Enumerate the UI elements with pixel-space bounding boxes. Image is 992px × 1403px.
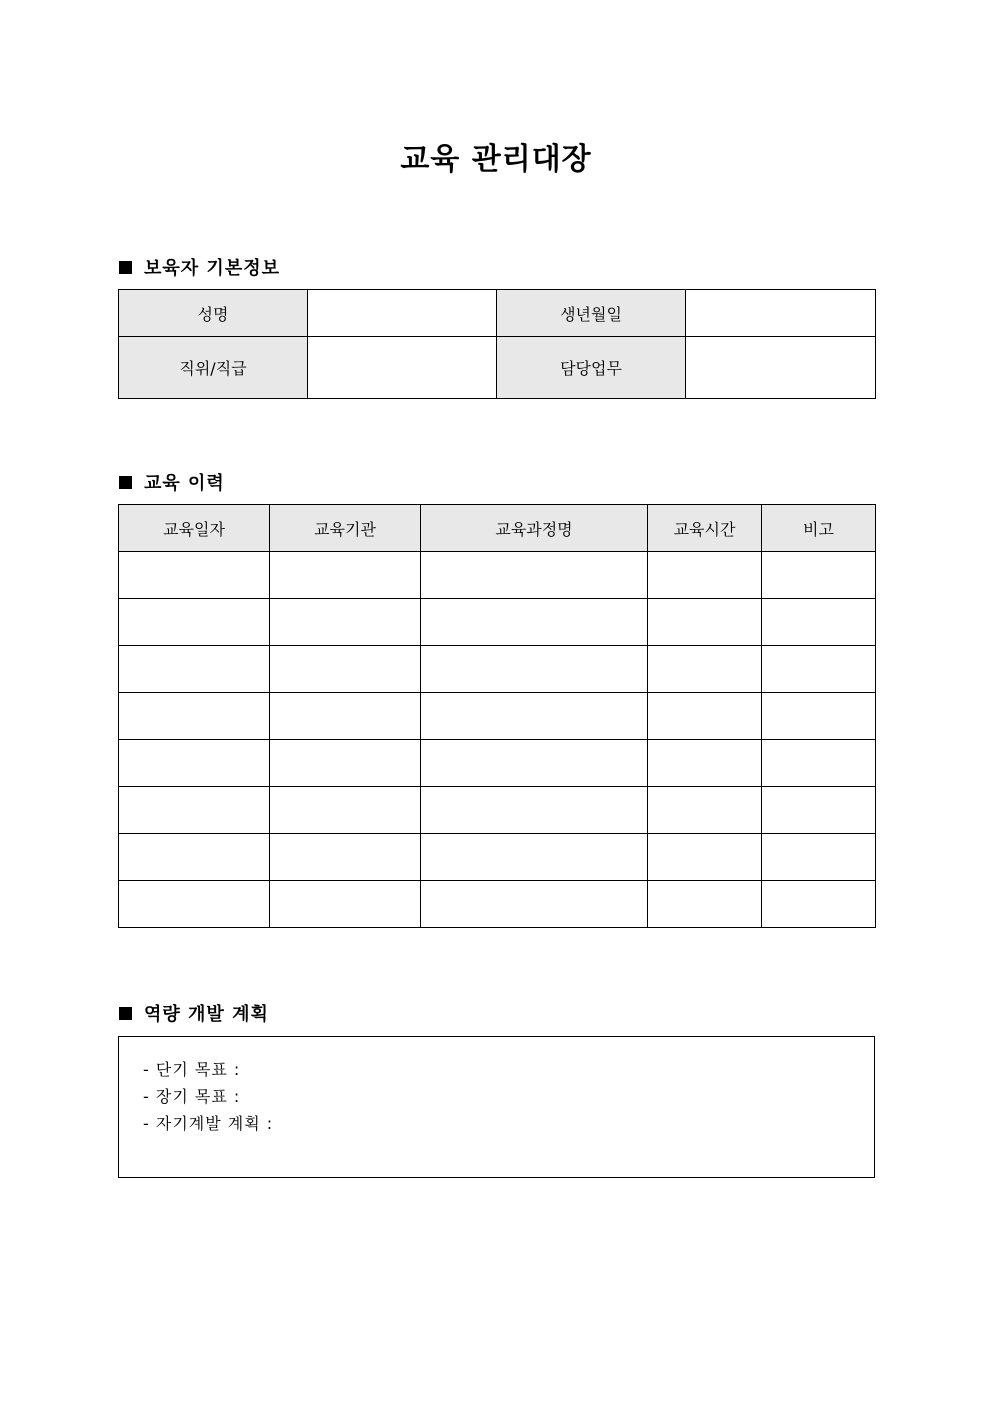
cell-hours[interactable]	[648, 646, 762, 693]
name-field[interactable]	[308, 290, 497, 337]
cell-hours[interactable]	[648, 834, 762, 881]
page-title: 교육 관리대장	[400, 142, 592, 177]
cell-date[interactable]	[119, 646, 270, 693]
cell-note[interactable]	[762, 787, 876, 834]
section-heading-label: 역량 개발 계획	[144, 1004, 269, 1025]
column-header-hours: 교육시간	[648, 505, 762, 552]
cell-institution[interactable]	[270, 787, 421, 834]
table-row	[119, 740, 876, 787]
plan-item-long-term: - 장기 목표 :	[143, 1087, 241, 1106]
cell-institution[interactable]	[270, 646, 421, 693]
cell-date[interactable]	[119, 834, 270, 881]
table-row	[119, 290, 876, 337]
label-name: 성명	[119, 290, 308, 337]
table-row	[119, 787, 876, 834]
cell-hours[interactable]	[648, 787, 762, 834]
cell-course[interactable]	[421, 693, 648, 740]
cell-course[interactable]	[421, 740, 648, 787]
label-duty: 담당업무	[497, 337, 686, 399]
cell-institution[interactable]	[270, 599, 421, 646]
cell-course[interactable]	[421, 881, 648, 928]
square-bullet-icon	[119, 261, 132, 274]
cell-course[interactable]	[421, 787, 648, 834]
section-heading-basic-info	[119, 254, 280, 280]
cell-note[interactable]	[762, 599, 876, 646]
duty-field[interactable]	[686, 337, 876, 399]
plan-item-short-term: - 단기 목표 :	[143, 1060, 241, 1079]
cell-note[interactable]	[762, 834, 876, 881]
cell-hours[interactable]	[648, 740, 762, 787]
cell-note[interactable]	[762, 646, 876, 693]
plan-item-self-development: - 자기계발 계획 :	[143, 1114, 274, 1133]
cell-hours[interactable]	[648, 599, 762, 646]
cell-institution[interactable]	[270, 693, 421, 740]
birthdate-field[interactable]	[686, 290, 876, 337]
cell-course[interactable]	[421, 834, 648, 881]
cell-course[interactable]	[421, 599, 648, 646]
education-history-table	[118, 504, 876, 928]
cell-note[interactable]	[762, 740, 876, 787]
table-header-row	[119, 505, 876, 552]
cell-date[interactable]	[119, 881, 270, 928]
section-heading-development-plan	[119, 1000, 269, 1026]
cell-institution[interactable]	[270, 552, 421, 599]
section-heading-history	[119, 469, 225, 495]
basic-info-table	[118, 289, 876, 399]
table-row	[119, 552, 876, 599]
cell-note[interactable]	[762, 693, 876, 740]
table-row	[119, 337, 876, 399]
cell-note[interactable]	[762, 552, 876, 599]
cell-date[interactable]	[119, 740, 270, 787]
square-bullet-icon	[119, 1007, 132, 1020]
cell-hours[interactable]	[648, 693, 762, 740]
cell-hours[interactable]	[648, 881, 762, 928]
column-header-note: 비고	[762, 505, 876, 552]
cell-institution[interactable]	[270, 740, 421, 787]
square-bullet-icon	[119, 476, 132, 489]
cell-hours[interactable]	[648, 552, 762, 599]
table-row	[119, 881, 876, 928]
development-plan-box[interactable]	[118, 1036, 875, 1178]
cell-date[interactable]	[119, 552, 270, 599]
column-header-institution: 교육기관	[270, 505, 421, 552]
column-header-course: 교육과정명	[421, 505, 648, 552]
position-field[interactable]	[308, 337, 497, 399]
cell-course[interactable]	[421, 552, 648, 599]
section-heading-label: 보육자 기본정보	[144, 258, 280, 279]
table-row	[119, 599, 876, 646]
column-header-date: 교육일자	[119, 505, 270, 552]
cell-date[interactable]	[119, 599, 270, 646]
cell-institution[interactable]	[270, 881, 421, 928]
label-position: 직위/직급	[119, 337, 308, 399]
cell-date[interactable]	[119, 693, 270, 740]
table-row	[119, 834, 876, 881]
cell-institution[interactable]	[270, 834, 421, 881]
label-birthdate: 생년월일	[497, 290, 686, 337]
cell-date[interactable]	[119, 787, 270, 834]
table-row	[119, 646, 876, 693]
cell-note[interactable]	[762, 881, 876, 928]
cell-course[interactable]	[421, 646, 648, 693]
section-heading-label: 교육 이력	[144, 473, 225, 494]
table-row	[119, 693, 876, 740]
